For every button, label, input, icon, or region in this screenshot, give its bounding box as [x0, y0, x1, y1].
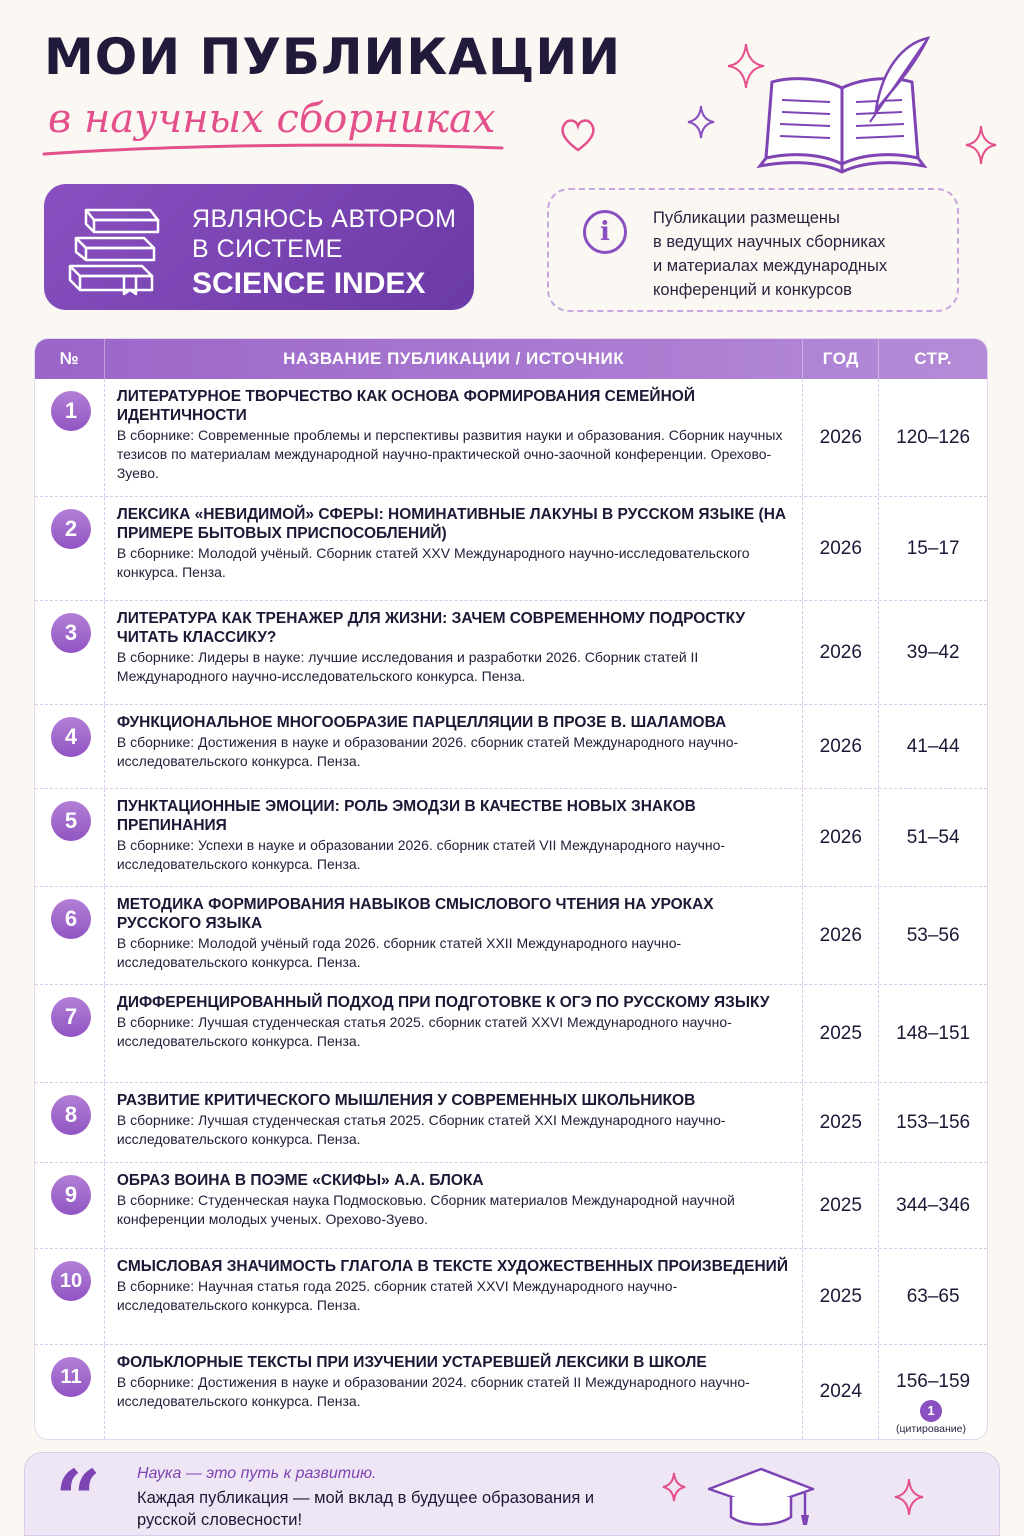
table-row — [35, 1249, 987, 1345]
publication-pages: 39–42 — [906, 641, 960, 663]
citation-count-badge: 1 — [920, 1400, 942, 1422]
table-row — [35, 705, 987, 789]
publication-title: СМЫСЛОВАЯ ЗНАЧИМОСТЬ ГЛАГОЛА В ТЕКСТЕ ХУДОЖЕСТВЕННЫХ ПРОИЗВЕДЕНИЙ — [116, 1258, 788, 1275]
publication-title: ОБРАЗ ВОИНА В ПОЭМЕ «СКИФЫ» А.А. БЛОКА — [116, 1172, 484, 1189]
header-year: ГОД — [803, 339, 879, 379]
citation-label: (цитирование) — [895, 1423, 967, 1435]
sparkle-icon — [686, 104, 716, 140]
publication-source: В сборнике: Научная статья года 2025. сборник статей XXVI Международного научно-исследовательского конкурса. Пенза. — [116, 1278, 678, 1313]
publication-year: 2024 — [803, 1345, 879, 1439]
row-number-badge: 9 — [51, 1175, 91, 1215]
publication-pages: 15–17 — [906, 537, 960, 559]
info-line-4: конференций и конкурсов — [653, 281, 852, 299]
sparkle-icon — [893, 1477, 925, 1517]
info-line-3: и материалах международных — [653, 257, 888, 275]
table-row — [35, 601, 987, 705]
row-number-badge: 8 — [51, 1095, 91, 1135]
quote-line-2: Каждая публикация — мой вклад в будущее образования и русской словесности! — [137, 1489, 595, 1529]
publication-pages: 63–65 — [906, 1285, 960, 1307]
publication-year: 2026 — [803, 789, 879, 886]
heart-icon — [556, 112, 600, 156]
quote-mark-icon: “ — [55, 1452, 102, 1536]
publication-pages: 148–151 — [896, 1022, 971, 1044]
publication-source: В сборнике: Молодой учёный. Сборник статей XXV Международного научно-исследовательского конкурса. Пенза. — [116, 545, 750, 580]
publication-source: В сборнике: Успехи в науке и образовании 2026. сборник статей VII Международного научно-исследовательского конкурса. Пенза. — [116, 837, 726, 872]
publication-year: 2025 — [803, 1163, 879, 1248]
publication-source: В сборнике: Лучшая студенческая статья 2025. Сборник статей XXI Международного научно-исследовательского конкурса. Пенза. — [116, 1112, 726, 1147]
row-number-badge: 6 — [51, 899, 91, 939]
science-index-badge — [44, 184, 474, 310]
table-row — [35, 1163, 987, 1249]
publication-title: ФОЛЬКЛОРНЫЕ ТЕКСТЫ ПРИ ИЗУЧЕНИИ УСТАРЕВШЕЙ ЛЕКСИКИ В ШКОЛЕ — [116, 1354, 707, 1371]
publication-title: ФУНКЦИОНАЛЬНОЕ МНОГООБРАЗИЕ ПАРЦЕЛЛЯЦИИ В ПРОЗЕ В. ШАЛАМОВА — [116, 714, 727, 731]
publication-year: 2026 — [803, 379, 879, 496]
row-number-badge: 4 — [51, 717, 91, 757]
sparkle-icon — [964, 124, 998, 166]
sparkle-icon — [661, 1471, 687, 1503]
publication-source: В сборнике: Лучшая студенческая статья 2025. сборник статей XXVI Международного научно-исследовательского конкурса. Пенза. — [116, 1014, 732, 1049]
table-row — [35, 789, 987, 887]
publication-year: 2025 — [803, 1083, 879, 1162]
page-title: МОИ ПУБЛИКАЦИИ — [44, 28, 622, 86]
info-line-1: Публикации размещены — [653, 209, 840, 227]
header-pages: СТР. — [914, 349, 952, 368]
publication-pages: 53–56 — [906, 924, 960, 946]
table-row — [35, 887, 987, 985]
publication-pages: 120–126 — [896, 426, 971, 448]
open-book-icon — [752, 30, 932, 180]
publication-year: 2025 — [803, 1249, 879, 1344]
row-number-badge: 5 — [51, 801, 91, 841]
publication-year: 2025 — [803, 985, 879, 1082]
table-header — [35, 339, 987, 379]
table-row — [35, 497, 987, 601]
info-text — [653, 206, 953, 302]
underline-decoration — [40, 138, 510, 160]
table-row — [35, 985, 987, 1083]
publication-title: ЛЕКСИКА «НЕВИДИМОЙ» СФЕРЫ: НОМИНАТИВНЫЕ ЛАКУНЫ В РУССКОМ ЯЗЫКЕ (НА ПРИМЕРЕ БЫТОВЫХ ПРИСПОСОБЛЕНИЙ) — [116, 506, 787, 542]
publication-title: ПУНКТАЦИОННЫЕ ЭМОЦИИ: РОЛЬ ЭМОДЗИ В КАЧЕСТВЕ НОВЫХ ЗНАКОВ ПРЕПИНАНИЯ — [116, 798, 696, 834]
row-number-badge: 11 — [51, 1357, 91, 1397]
info-line-2: в ведущих научных сборниках — [653, 233, 886, 251]
publication-title: ДИФФЕРЕНЦИРОВАННЫЙ ПОДХОД ПРИ ПОДГОТОВКЕ К ОГЭ ПО РУССКОМУ ЯЗЫКУ — [116, 994, 770, 1011]
citation-indicator — [881, 1400, 981, 1435]
publication-pages: 153–156 — [896, 1111, 971, 1133]
publication-pages: 41–44 — [906, 735, 960, 757]
publication-source: В сборнике: Достижения в науке и образовании 2026. сборник статей Международного научно-исследовательского конкурса. Пенза. — [116, 734, 739, 769]
table-row — [35, 379, 987, 497]
publication-source: В сборнике: Современные проблемы и перспективы развития науки и образования. Сборник научных тезисов по материалам международной научно-практической очно-заочной конференции. Орехово-Зуево. — [116, 427, 783, 481]
author-line-1: ЯВЛЯЮСЬ АВТОРОМ — [192, 205, 457, 233]
publication-source: В сборнике: Молодой учёный года 2026. сборник статей XXII Международного научно-исследовательского конкурса. Пенза. — [116, 935, 682, 970]
publication-title: РАЗВИТИЕ КРИТИЧЕСКОГО МЫШЛЕНИЯ У СОВРЕМЕННЫХ ШКОЛЬНИКОВ — [116, 1092, 696, 1109]
info-icon: i — [583, 210, 627, 254]
author-line-2: В СИСТЕМЕ — [192, 235, 343, 263]
publication-source: В сборнике: Достижения в науке и образовании 2024. сборник статей II Международного научно-исследовательского конкурса. Пенза. — [116, 1374, 750, 1409]
publication-pages: 156–159 — [896, 1371, 971, 1392]
row-number-badge: 10 — [51, 1261, 91, 1301]
books-stack-icon — [62, 200, 172, 296]
header-num: № — [35, 339, 105, 379]
publication-year: 2026 — [803, 497, 879, 600]
quote-line-1: Наука — это путь к развитию. — [137, 1465, 377, 1482]
info-box — [547, 188, 959, 312]
publication-title: МЕТОДИКА ФОРМИРОВАНИЯ НАВЫКОВ СМЫСЛОВОГО ЧТЕНИЯ НА УРОКАХ РУССКОГО ЯЗЫКА — [116, 896, 714, 932]
graduation-cap-icon — [701, 1463, 821, 1533]
header-name: НАЗВАНИЕ ПУБЛИКАЦИИ / ИСТОЧНИК — [105, 339, 804, 379]
row-number-badge: 2 — [51, 509, 91, 549]
publication-year: 2026 — [803, 601, 879, 704]
row-number-badge: 7 — [51, 997, 91, 1037]
publication-source: В сборнике: Лидеры в науке: лучшие исследования и разработки 2026. Сборник статей II Международного научно-исследовательского конкурса. Пенза. — [116, 649, 699, 684]
table-row — [35, 1345, 987, 1439]
page-subtitle: в научных сборниках — [48, 96, 496, 142]
publication-pages: 51–54 — [906, 826, 960, 848]
publication-year: 2026 — [803, 887, 879, 984]
quote-box — [24, 1452, 1000, 1536]
publication-year: 2026 — [803, 705, 879, 788]
row-number-badge: 3 — [51, 613, 91, 653]
publication-source: В сборнике: Студенческая наука Подмосковью. Сборник материалов Международной научной конференции молодых ученых. Орехово-Зуево. — [116, 1192, 735, 1227]
publication-title: ЛИТЕРАТУРА КАК ТРЕНАЖЕР ДЛЯ ЖИЗНИ: ЗАЧЕМ СОВРЕМЕННОМУ ПОДРОСТКУ ЧИТАТЬ КЛАССИКУ? — [116, 610, 746, 646]
author-line-3: SCIENCE INDEX — [192, 267, 426, 300]
publication-title: ЛИТЕРАТУРНОЕ ТВОРЧЕСТВО КАК ОСНОВА ФОРМИРОВАНИЯ СЕМЕЙНОЙ ИДЕНТИЧНОСТИ — [116, 388, 695, 424]
publication-pages: 344–346 — [896, 1194, 971, 1216]
row-number-badge: 1 — [51, 391, 91, 431]
publications-table — [34, 338, 988, 1440]
table-row — [35, 1083, 987, 1163]
